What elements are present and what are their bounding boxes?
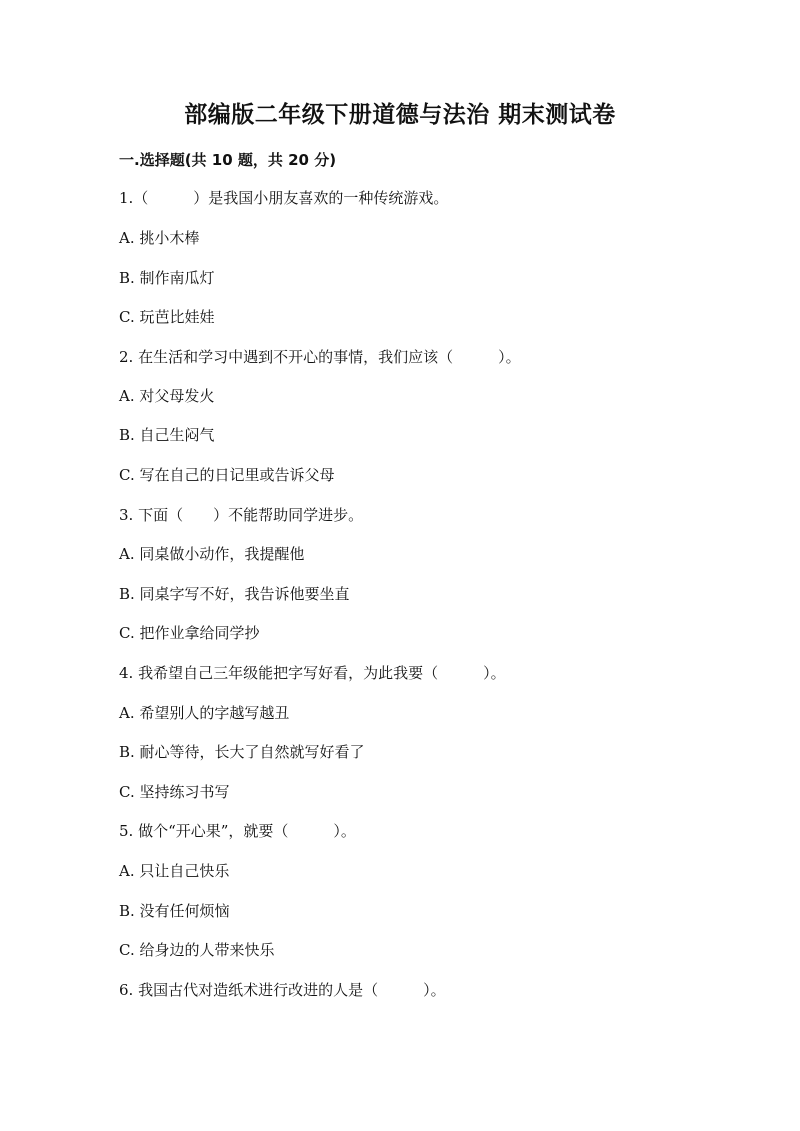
question-3-stem: 3. 下面（ ）不能帮助同学进步。 [119,506,364,524]
page-title: 部编版二年级下册道德与法治 期末测试卷 [184,102,616,128]
question-5-stem: 5. 做个“开心果”，就要（ ）。 [119,822,356,840]
question-2-option-b: B. 自己生闷气 [119,426,215,444]
section-heading: 一.选择题(共 10 题，共 20 分) [119,151,337,169]
question-2-option-c: C. 写在自己的日记里或告诉父母 [119,466,335,484]
question-1-option-b: B. 制作南瓜灯 [119,269,215,287]
question-3-option-b: B. 同桌字写不好，我告诉他要坐直 [119,585,350,603]
question-5-option-c: C. 给身边的人带来快乐 [119,941,275,959]
question-2-option-a: A. 对父母发火 [119,387,215,405]
question-6-stem: 6. 我国古代对造纸术进行改进的人是（ ）。 [119,981,446,999]
question-1-stem: 1.（ ）是我国小朋友喜欢的一种传统游戏。 [119,189,449,207]
question-4-option-c: C. 坚持练习书写 [119,783,230,801]
question-4-stem: 4. 我希望自己三年级能把字写好看，为此我要（ ）。 [119,664,506,682]
question-5-option-a: A. 只让自己快乐 [119,862,230,880]
question-1-option-c: C. 玩芭比娃娃 [119,308,215,326]
question-3-option-c: C. 把作业拿给同学抄 [119,624,260,642]
question-1-option-a: A. 挑小木棒 [119,229,200,247]
question-4-option-b: B. 耐心等待，长大了自然就写好看了 [119,743,365,761]
question-2-stem: 2. 在生活和学习中遇到不开心的事情，我们应该（ ）。 [119,348,521,366]
question-3-option-a: A. 同桌做小动作，我提醒他 [119,545,305,563]
question-4-option-a: A. 希望别人的字越写越丑 [119,704,290,722]
question-5-option-b: B. 没有任何烦恼 [119,902,230,920]
